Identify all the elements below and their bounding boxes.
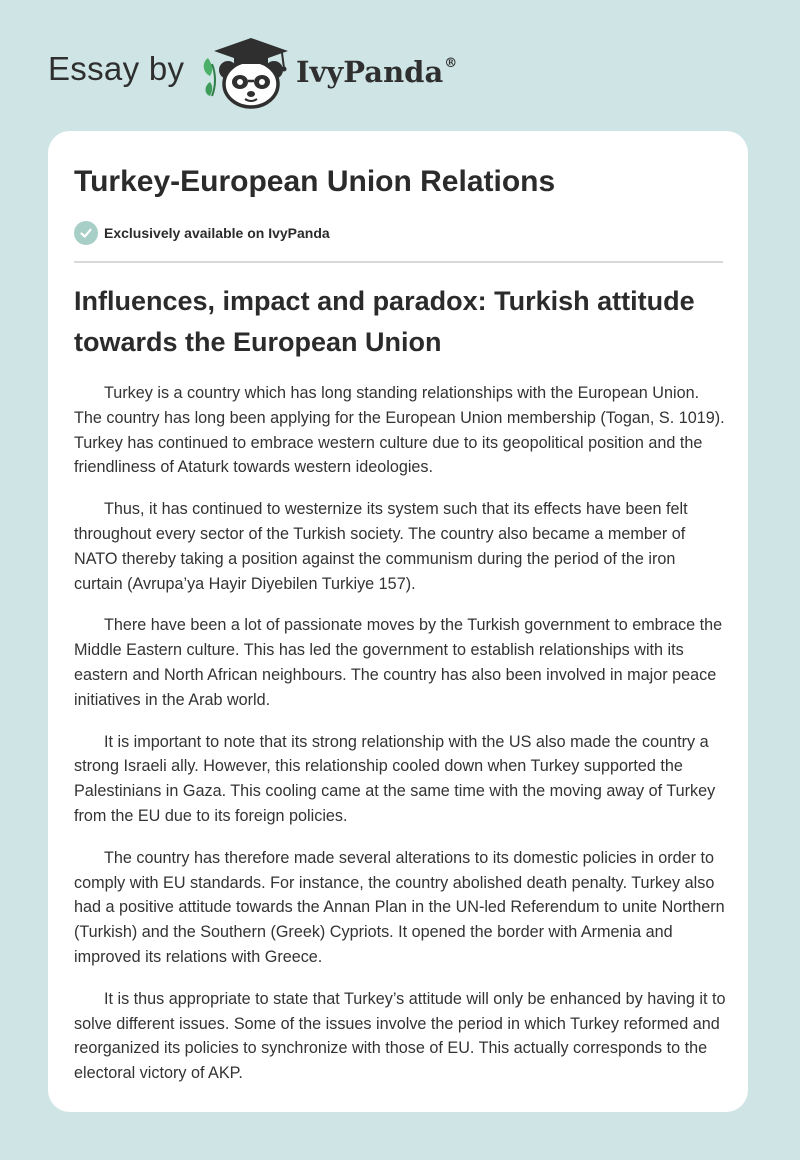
site-header [0,0,800,130]
paragraph: Turkey is a country which has long standing relationships with the European Union. The country has long been applying for the European Union membership (Togan, S. 1019). Turkey has continued to embrace western culture due to its geopolitical position and the friendliness of Ataturk towards western ideologies. [74,384,725,477]
brand-name[interactable] [296,55,457,89]
paragraph: Thus, it has continued to westernize its system such that its effects have been felt throughout every sector of the Turkish society. The country also became a member of NATO thereby taking a position against the communism during the period of the iron curtain (Avrupa’ya Hayir Diyebilen Turkiye 157). [74,500,688,593]
essay-card [48,131,748,1112]
registered-mark: ® [444,56,458,72]
paragraph: It is thus appropriate to state that Turkey’s attitude will only be enhanced by having it to solve different issues. Some of the issues involve the period in which Turkey reformed and reorganized its policies to synchronize with those of EU. This actually corresponds to the electoral victory of AKP. [74,989,726,1083]
checkmark-icon [74,221,98,245]
paragraph: It is important to note that its strong relationship with the US also made the country a strong Israeli ally. However, this relationship cooled down when Turkey supported the Palestinians in Gaza. This cooling came at the same time with the moving away of Turkey from the EU due to its foreign policies. [74,732,716,825]
essay-body [74,381,726,1103]
paragraph: There have been a lot of passionate moves by the Turkish government to embrace the Middle Eastern culture. This has led the government to establish relationships with its eastern and North African neighbours. The country has also been involved in major peace initiatives in the Arab world. [74,616,723,709]
exclusive-badge [74,221,330,245]
brand-label: IvyPanda [296,55,444,89]
section-heading: Influences, impact and paradox: Turkish attitude towards the European Union [74,286,695,357]
exclusive-label: Exclusively available on IvyPanda [104,225,330,241]
page-title: Turkey-European Union Relations [74,165,556,198]
paragraph: The country has therefore made several alterations to its domestic policies in order to comply with EU standards. For instance, the country abolished death penalty. Turkey also had a positive attitude towards the Annan Plan in the UN-led Referendum to unite Northern (Turkish) and the Southern (Greek) Cypriots. It opened the border with Armenia and improved its relations with Greece. [74,848,725,966]
essay-by-label: Essay by [48,50,185,87]
panda-graduate-icon[interactable] [200,34,292,110]
divider [74,261,723,263]
